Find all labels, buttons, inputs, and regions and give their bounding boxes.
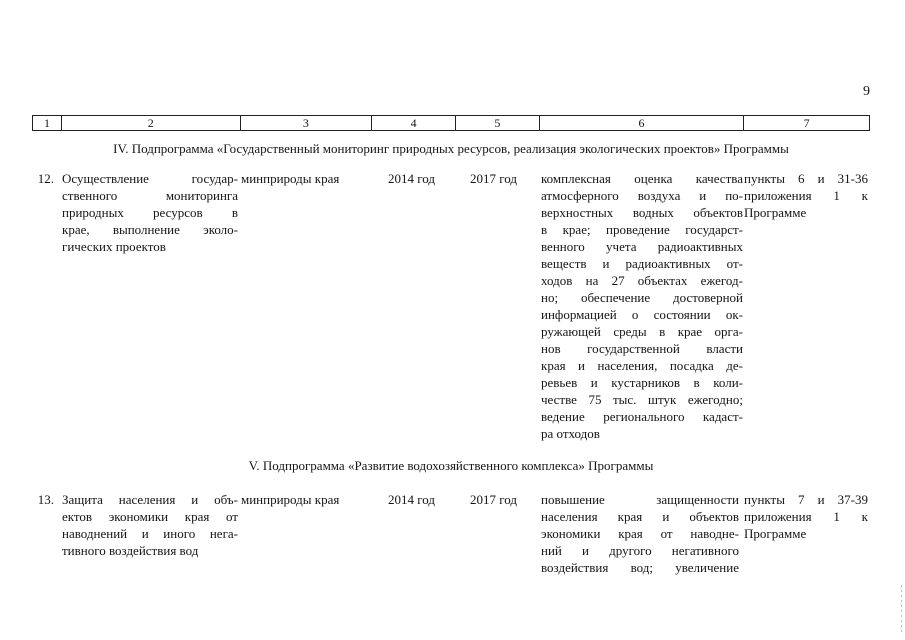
row-number: 13. — [37, 492, 54, 507]
end-year: 2017 год — [470, 492, 517, 507]
expected-result: повышение защищенности населения края и объектов экономики края от наводне- ний и другого негативного воздействия вод; увеличение — [541, 492, 739, 575]
header-cell-5: 5 — [456, 116, 540, 130]
indicator-link: пункты 7 и 37-39 приложения 1 к Программе — [744, 492, 868, 541]
expected-result: комплексная оценка качества атмосферного воздуха и по- верхностных водных объектов в крае; проведение государст- венного учета радиоактивных веществ и радиоактивных от- ходов на 27 объектах ежегод- но; обеспечение достоверной информацией о состоянии ок- ружающей среды в крае орга- нов государственной власти края и населения, посадка де- ревьев и кустарников в коли- честве 75 тыс. штук ежегодно; ведение регионального кадаст- ра отходов — [541, 171, 743, 441]
column-number-header — [32, 115, 870, 131]
header-cell-4: 4 — [372, 116, 456, 130]
executor: минприроды края — [241, 492, 340, 507]
scan-edge-mark — [901, 585, 902, 635]
activity-name: Осуществление государ- ственного мониторинга природных ресурсов в крае, выполнение эколо- гических проектов — [62, 171, 238, 254]
end-year: 2017 год — [470, 171, 517, 186]
header-cell-2: 2 — [62, 116, 241, 130]
indicator-link: пункты 6 и 31-36 приложения 1 к Программе — [744, 171, 868, 220]
header-cell-7: 7 — [803, 116, 810, 130]
header-cell-6: 6 — [540, 116, 745, 130]
header-cell-1: 1 — [33, 116, 62, 130]
start-year: 2014 год — [388, 171, 435, 186]
activity-name: Защита населения и объ- ектов экономики края от наводнений и иного нега- тивного воздействия вод — [62, 492, 238, 558]
row-number: 12. — [37, 171, 54, 186]
header-cell-3: 3 — [241, 116, 373, 130]
section-heading-iv: IV. Подпрограмма «Государственный мониторинг природных ресурсов, реализация экологических проектов» Программы — [113, 141, 789, 156]
page-number: 9 — [863, 84, 870, 99]
start-year: 2014 год — [388, 492, 435, 507]
section-heading-v: V. Подпрограмма «Развитие водохозяйственного комплекса» Программы — [248, 458, 654, 473]
executor: минприроды края — [241, 171, 340, 186]
